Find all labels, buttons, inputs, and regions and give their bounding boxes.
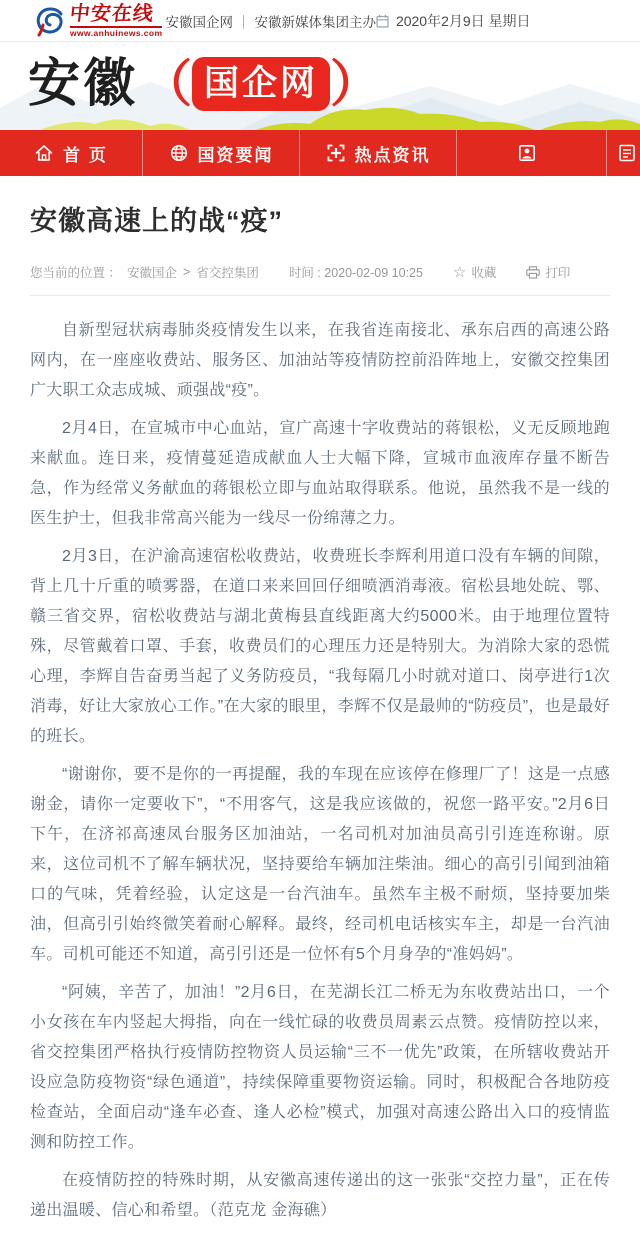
member-icon: [517, 143, 537, 163]
favorite-label: 收藏: [471, 266, 497, 281]
organizer-name: 安徽新媒体集团主办: [254, 14, 376, 30]
nav-label-home: 首 页: [63, 145, 108, 165]
site-organizer-label: [165, 11, 376, 31]
nav-label-soe-news: 国资要闻: [197, 145, 274, 165]
nav-item-home[interactable]: [0, 130, 143, 176]
site-logo[interactable]: [28, 52, 380, 116]
site-name: 安徽国企网: [165, 14, 233, 30]
logo-url: www.anhuinews.com: [70, 28, 163, 39]
printer-icon: [526, 266, 540, 279]
stamp-bracket-right: ）: [330, 54, 381, 113]
article-paragraph: “谢谢你，要不是你的一再提醒，我的车现在应该停在修理厂了！这是一点感谢金，请你一定要收下”，“不用客气，这是我应该做的，祝您一路平安。”2月6日下午，在济祁高速凤台服务区加油站，一名司机对加油员高引引连连称谢。原来，这位司机不了解车辆状况，坚持要给车辆加注柴油。细心的高引引闻到油箱口的气味，凭着经验，认定这是一台汽油车。虽然车主极不耐烦，坚持要加柴油，但高引引始终微笑着耐心解释。最终，经司机电话核实车主，却是一台汽油车。司机可能还不知道，高引引还是一位怀有5个月身孕的“准妈妈”。: [30, 766, 610, 964]
doc-icon: [617, 143, 637, 163]
publish-time: 时间 : 2020-02-09 10:25: [288, 266, 423, 281]
site-banner: [0, 42, 640, 130]
globe-icon: [169, 143, 189, 163]
nav-item-clipped[interactable]: [607, 130, 640, 176]
home-icon: [34, 143, 54, 163]
stamp-box: [194, 59, 328, 109]
stamp-bracket-left: （: [142, 54, 193, 113]
banner-region-text: 安徽: [28, 53, 139, 114]
date-display: [376, 11, 531, 31]
favorite-button[interactable]: [453, 263, 496, 281]
article-content: [0, 176, 640, 1254]
breadcrumb-current-link[interactable]: 省交控集团: [196, 266, 259, 281]
breadcrumb-label: 您当前的位置 ：: [30, 266, 121, 281]
article-paragraph: 2月3日，在沪渝高速宿松收费站，收费班长李辉利用道口没有车辆的间隙，背上几十斤重的喷雾器，在道口来来回回仔细喷洒消毒液。宿松县地处皖、鄂、赣三省交界，宿松收费站与湖北黄梅县直线距离大约5000米。由于地理位置特殊，尽管戴着口罩、手套，收费员们的心理压力还是特别大。为消除大家的恐慌心理，李辉自告奋勇当起了义务防疫员，“我每隔几小时就对道口、岗亭进行1次消毒，好让大家放心工作。”在大家的眼里，李辉不仅是最帅的“防疫员”，也是最好的班长。: [30, 548, 610, 746]
nav-label-hot-news: 热点资讯: [354, 145, 431, 165]
article-paragraph: 在疫情防控的特殊时期，从安徽高速传递出的这一张张“交控力量”，正在传递出温暖、信心和希望。（范克龙 金海礁）: [30, 1172, 610, 1220]
nav-item-hot-news[interactable]: [300, 130, 457, 176]
banner-stamp: [142, 54, 380, 114]
calendar-icon: [376, 14, 389, 28]
label-separator: ｜: [236, 14, 251, 30]
breadcrumb-root-link[interactable]: 安徽国企: [126, 266, 177, 281]
logo-name: 中安在线: [68, 1, 156, 26]
top-bar: [0, 0, 640, 42]
page-title: 安徽高速上的战“疫”: [30, 206, 283, 236]
banner-site-text: 国企网: [204, 63, 319, 104]
article-paragraph: 2月4日，在宣城市中心血站，宣广高速十字收费站的蒋银松，义无反顾地跑来献血。连日来，疫情蔓延造成献血人士大幅下降，宣城市血液库存量不断告急，作为经常义务献血的蒋银松立即与血站取得联系。他说，虽然我不是一线的医生护士，但我非常高兴能为一线尽一份绵薄之力。: [30, 420, 610, 528]
anhuinews-logo[interactable]: [34, 3, 162, 38]
print-label: 打印: [545, 266, 571, 281]
current-date: 2020年2月9日 星期日: [395, 12, 531, 29]
breadcrumb-separator: >: [183, 265, 191, 280]
article-paragraph: 自新型冠状病毒肺炎疫情发生以来，在我省连南接北、承东启西的高速公路网内，在一座座收费站、服务区、加油站等疫情防控前沿阵地上，安徽交控集团广大职工众志成城、顽强战“疫”。: [30, 322, 610, 400]
nav-item-soe-news[interactable]: [143, 130, 300, 176]
article-meta-row: [30, 263, 610, 281]
main-nav: [0, 130, 640, 176]
article-body: [30, 296, 610, 1226]
anhuinews-swirl-icon: [34, 5, 68, 37]
nav-item-party-pioneer[interactable]: [457, 130, 607, 176]
article-paragraph: “阿姨，辛苦了，加油！”2月6日，在芜湖长江二桥无为东收费站出口，一个小女孩在车内竖起大拇指，向在一线忙碌的收费员周素云点赞。疫情防控以来，省交控集团严格执行疫情防控物资人员运输“三不一优先”政策，在所辖收费站开设应急防疫物资“绿色通道”，持续保障重要物资运输。同时，积极配合各地防疫检查站，全面启动“逢车必查、逢人必检”模式，加强对高速公路出入口的疫情监测和防控工作。: [30, 984, 610, 1152]
star-icon: ☆: [452, 263, 467, 281]
print-button[interactable]: [526, 263, 570, 281]
focus-icon: [326, 143, 346, 163]
